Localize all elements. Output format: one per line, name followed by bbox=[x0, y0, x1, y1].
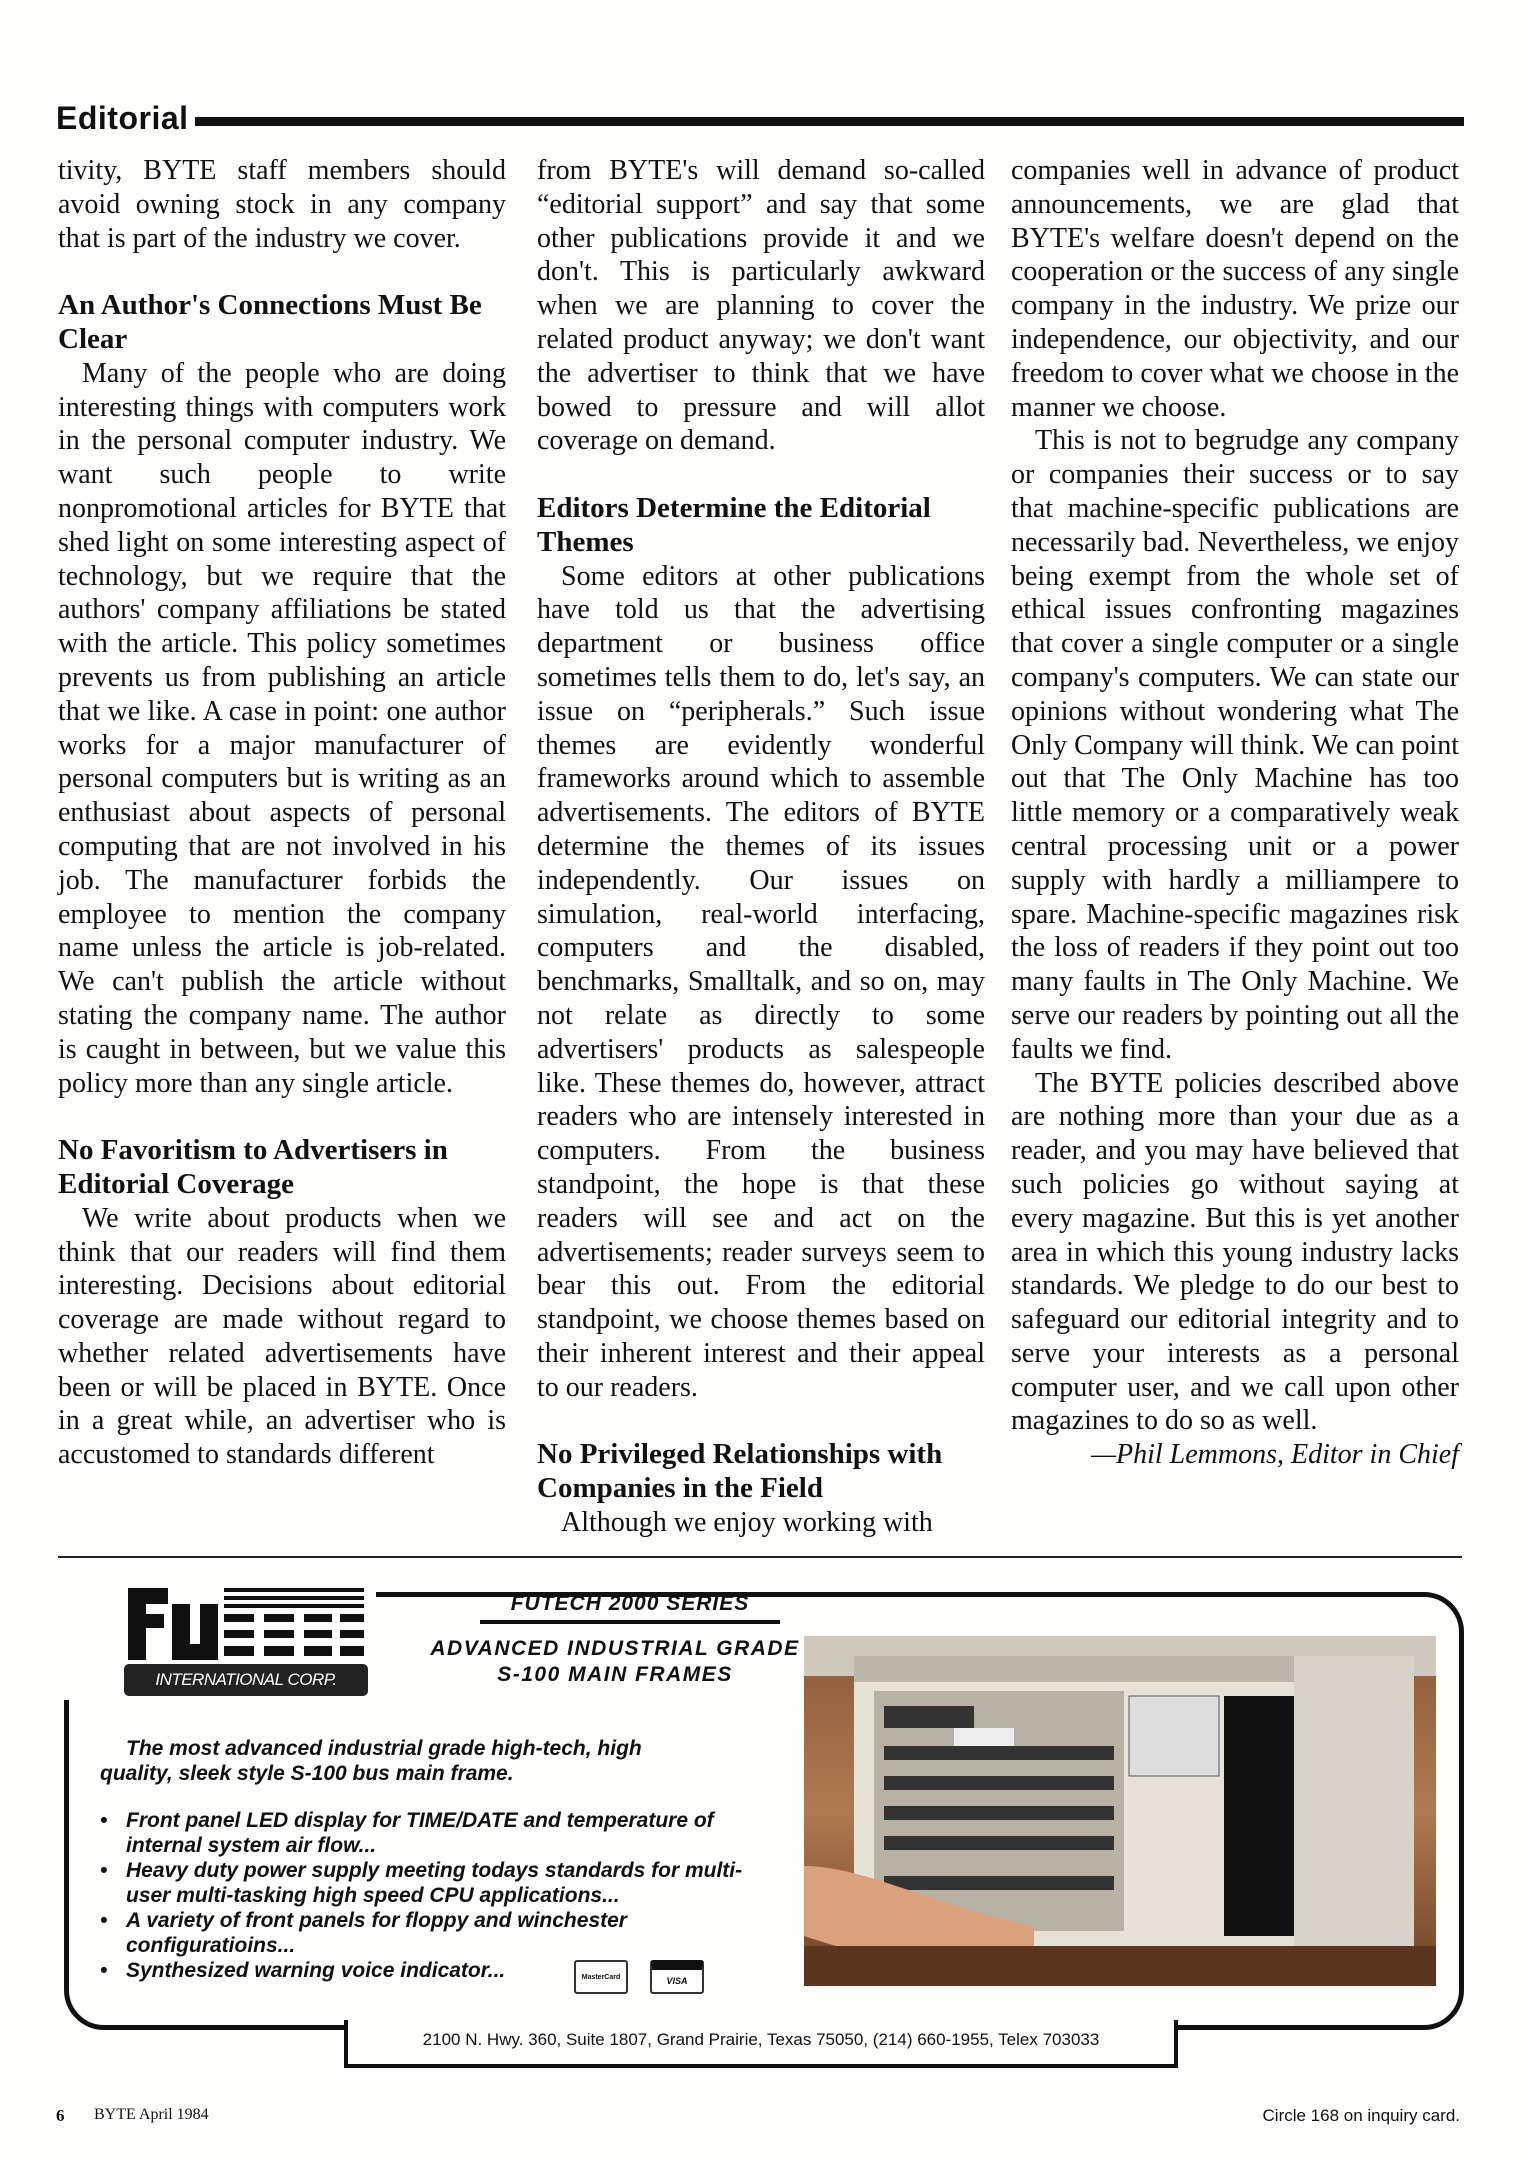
futech-logo-icon bbox=[124, 1584, 368, 1662]
page-number: 6 bbox=[56, 2106, 65, 2125]
futech-logo bbox=[124, 1584, 368, 1696]
section-header bbox=[56, 100, 1464, 136]
ad-bullet: • A variety of front panels for floppy and winchester configuratioins... bbox=[100, 1908, 760, 1958]
product-photo bbox=[804, 1636, 1436, 1986]
paragraph: from BYTE's will demand so-called “editorial support” and say that some other publications provide it and we don't. This is particularly awkward when we are planning to cover the related product anyway; we don't want the advertiser to think that we have bowed to pressure and will allot coverage on demand. bbox=[537, 155, 985, 457]
ad-headline bbox=[420, 1636, 810, 1688]
ad-bullet: • Front panel LED display for TIME/DATE and temperature of internal system air flow... bbox=[100, 1808, 760, 1858]
column-2 bbox=[537, 154, 985, 1540]
divider bbox=[58, 1556, 1462, 1558]
visa-icon: VISA bbox=[650, 1960, 704, 1994]
paragraph: This is not to begrudge any company or companies their success or to say that machine-specific publications are necessarily bad. Nevertheless, we enjoy being exempt from the whole set of ethical issues confronting magazines that cover a single computer or a single company's computers. We can state our opinions without wondering what The Only Company will think. We can point out that The Only Machine has too little memory or a comparatively weak central processing unit or a power supply with hardly a milliampere to spare. Machine-specific magazines risk the loss of readers if they point out too many faults in The Only Machine. We serve our readers by pointing out all the faults we find. bbox=[1011, 425, 1459, 1065]
mastercard-icon: MasterCard bbox=[574, 1960, 628, 1994]
header-rule bbox=[195, 117, 1464, 126]
mainframe-image bbox=[804, 1636, 1436, 1986]
ad-bullet: • Heavy duty power supply meeting todays standards for multi-user multi-tasking high speed CPU applications... bbox=[100, 1858, 760, 1908]
payment-cards bbox=[574, 1960, 704, 1994]
column-3 bbox=[1011, 154, 1459, 1472]
column-1 bbox=[58, 154, 506, 1472]
ad-intro: The most advanced industrial grade high-tech, high quality, sleek style S-100 bus main frame. bbox=[100, 1737, 642, 1785]
ad-bullets bbox=[100, 1808, 760, 1983]
magazine-issue: BYTE April 1984 bbox=[94, 2106, 209, 2123]
logo-tagline: INTERNATIONAL CORP. bbox=[124, 1664, 368, 1696]
inquiry-note: Circle 168 on inquiry card. bbox=[1262, 2106, 1460, 2125]
paragraph: Some editors at other publications have told us that the advertising department or business office sometimes tells them to do, let's say, an issue on “peripherals.” Such issue themes are evidently wonderful frameworks around which to assemble advertisements. The editors of BYTE determine the themes of its issues independently. Our issues on simulation, real-world interfacing, computers and the disabled, benchmarks, Smalltalk, and so on, may not relate as directly to some advertisers' products as salespeople like. These themes do, however, attract readers who are intensely interested in computers. From the business standpoint, the hope is that these readers will see and act on the advertisements; reader surveys seem to bear this out. From the editorial standpoint, we choose themes based on their inherent interest and their appeal to our readers. bbox=[537, 560, 985, 1403]
paragraph: Although we enjoy working with bbox=[561, 1506, 933, 1538]
section-heading: No Favoritism to Advertisers in Editorial Coverage bbox=[58, 1134, 448, 1200]
paragraph: Many of the people who are doing interesting things with computers work in the personal computer industry. We want such people to write nonpromotional articles for BYTE that shed light on some interesting aspect of technology, but we require that the authors' company affiliations be stated with the article. This policy sometimes prevents us from publishing an article that we like. A case in point: one author works for a major manufacturer of personal computers but is writing as an enthusiast about aspects of personal computing that are not involved in his job. The manufacturer forbids the employee to mention the company name unless the article is job-related. We can't publish the article without stating the company name. The author is caught in between, but we value this policy more than any single article. bbox=[58, 357, 506, 1099]
paragraph: companies well in advance of product announcements, we are glad that BYTE's welfare doesn't depend on the cooperation or the success of any single company in the industry. We prize our independence, our objectivity, and our freedom to cover what we choose in the manner we choose. bbox=[1011, 155, 1459, 423]
ad-grade: ADVANCED INDUSTRIAL GRADE bbox=[430, 1637, 800, 1660]
section-heading: No Privileged Relationships with Companies in the Field bbox=[537, 1438, 943, 1505]
ad-frames: S-100 MAIN FRAMES bbox=[497, 1663, 733, 1686]
paragraph: We write about products when we think that our readers will find them interesting. Decisions about editorial coverage are made without regard to whether related advertisements have been or will be placed in BYTE. Once in a great while, an advertiser who is accustomed to standards different bbox=[58, 1202, 506, 1471]
ad-address: 2100 N. Hwy. 360, Suite 1807, Grand Prairie, Texas 75050, (214) 660-1955, Telex 703033 bbox=[344, 2020, 1178, 2068]
paragraph: tivity, BYTE staff members should avoid owning stock in any company that is part of the industry we cover. bbox=[58, 155, 506, 254]
paragraph: The BYTE policies described above are nothing more than your due as a reader, and you may have believed that such policies go without saying at every magazine. But this is yet another area in which this young industry lacks standards. We pledge to do our best to safeguard our editorial integrity and to serve your interests as a personal computer user, and we call upon other magazines to do so as well. bbox=[1011, 1067, 1459, 1437]
section-heading: An Author's Connections Must Be Clear bbox=[58, 289, 482, 355]
ad-bullet: • Synthesized warning voice indicator... bbox=[100, 1958, 760, 1983]
ad-series: FUTECH 2000 SERIES bbox=[480, 1592, 780, 1624]
section-title: Editorial bbox=[56, 99, 189, 136]
section-heading: Editors Determine the Editorial Themes bbox=[537, 491, 931, 558]
byline: —Phil Lemmons, Editor in Chief bbox=[1091, 1439, 1459, 1471]
